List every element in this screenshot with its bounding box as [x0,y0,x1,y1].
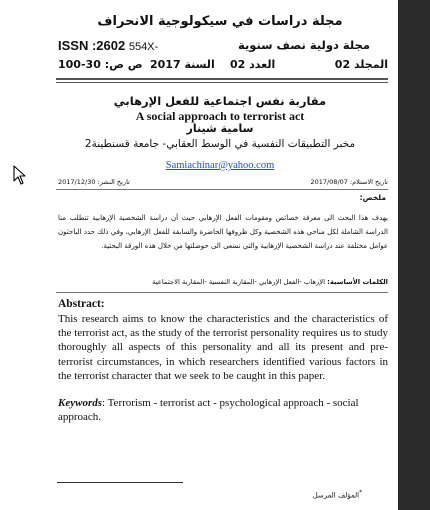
author-name: سامية شينار [186,122,254,135]
dates-row [58,178,388,188]
keywords-rule [56,292,388,293]
journal-subtitle: مجلة دولية نصف سنوية [238,38,370,52]
footnote-text: المؤلف المرسل [312,491,360,500]
arabic-keywords [58,278,388,286]
article-title-arabic: مقاربة نفس اجتماعية للفعل الإرهابي [113,94,327,108]
corresponding-author-footnote: *المؤلف المرسل [312,490,362,500]
english-abstract: This research aims to know the characteristics and the characteristics of the terrorist act, as the study of the terrorist personality requires us to study thoroughly all aspects of this personality and all its present and pre-terrorist circumstances, in which researchers identified various factors in the terrorist character that we seek to be caught in this paper. [58,313,388,382]
footnote-rule [57,482,183,483]
header-rule-thin [56,82,388,83]
journal-volume: المجلد 02 [334,58,388,71]
english-keywords: Keywords: Terrorism - terrorist act - psychological approach - social approach. [58,397,359,424]
author-affiliation: مخبر التطبيقات النفسية في الوسط العقابي- جامعة قسنطينة2 [84,138,356,150]
published-date: تاريخ النشر: 2017/12/30 [58,178,130,186]
journal-issn [58,38,158,53]
issn-suffix: 554X- [128,41,159,53]
journal-title: مجلة دراسات في سيكولوجية الانحراف [97,14,343,29]
viewer-sidebar [398,0,430,510]
arabic-keywords-label: الكلمات الأساسية: [327,278,388,286]
issn-number: ISSN :2602 [58,38,126,53]
mouse-pointer-icon [13,165,27,185]
received-date: تاريخ الاستلام: 2017/08/07 [310,178,388,186]
arabic-keywords-text: الإرهاب -الفعل الإرهابي -المقاربة النفسية -المقاربة الاجتماعية [152,278,325,286]
header-rule [56,78,388,80]
abstract-heading: Abstract: [58,298,105,310]
arabic-summary-label: ملخص: [359,193,386,202]
journal-pages: ص ص: 30-100 [58,58,143,71]
author-email-link[interactable]: Samiachinar@yahoo.com [165,160,275,171]
keywords-label: Keywords [58,397,102,409]
journal-issue: العدد 02 [230,58,276,71]
abstract-label: Abstract [58,298,101,310]
journal-year: السنة 2017 [150,58,215,71]
dates-rule [56,189,388,190]
article-title-english: A social approach to terrorist act [135,109,305,123]
keywords-text: Terrorism - terrorist act - psychological approach - social approach. [58,397,359,424]
arabic-abstract: يهدف هذا البحث الى معرفة خصائص ومقومات الفعل الإرهابي حيث أن دراسة الشخصية الإرهابية تتطلب منا الدراسة الشاملة لكل مناحي هذه الشخصية وكل ظروفها الحاضرة والسابقة للفعل الإرهابي، وفي ذلك حدد الباحثون عوامل مختلفة عند دراسة الشخصية الإرهابية والتي نسعى الى حوصلتها من خلال هذه الورقة البحثية. [58,214,388,250]
journal-volume-row [58,58,388,74]
